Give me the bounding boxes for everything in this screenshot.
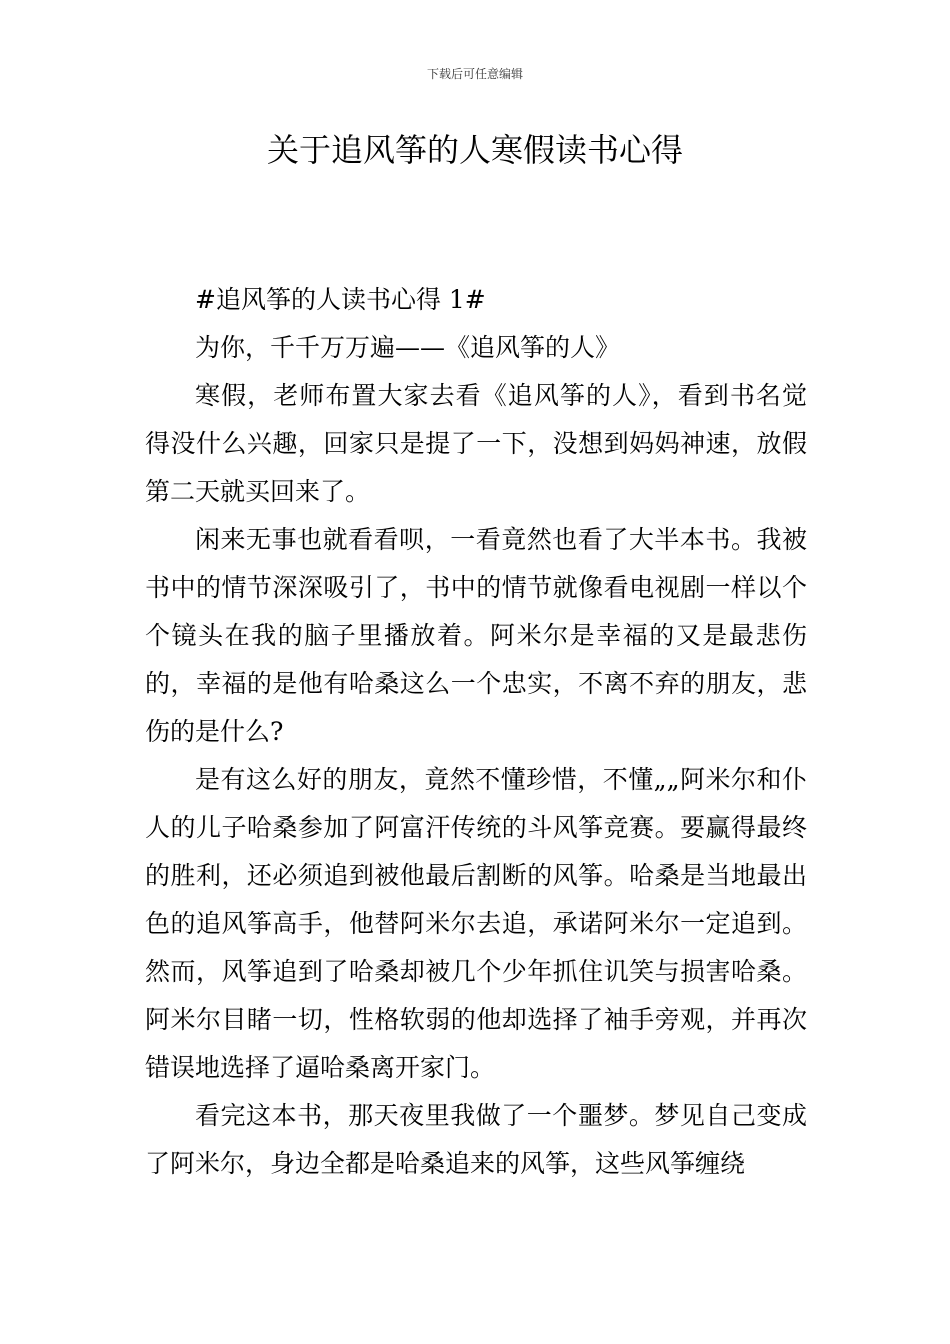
document-body <box>145 276 807 1188</box>
body-paragraph: 闲来无事也就看看呗，一看竟然也看了大半本书。我被书中的情节深深吸引了，书中的情节就像看电视剧一样以个个镜头在我的脑子里播放着。阿米尔是幸福的又是最悲伤的，幸福的是他有哈桑这么一个忠实，不离不弃的朋友，悲伤的是什么? <box>145 525 807 746</box>
body-paragraph: 是有这么好的朋友，竟然不懂珍惜，不懂„„阿米尔和仆人的儿子哈桑参加了阿富汗传统的斗风筝竞赛。要赢得最终的胜利，还必须追到被他最后割断的风筝。哈桑是当地最出色的追风筝高手，他替阿米尔去追，承诺阿米尔一定追到。然而，风筝追到了哈桑却被几个少年抓住讥笑与损害哈桑。阿米尔目睹一切，性格软弱的他却选择了袖手旁观，并再次错误地选择了逼哈桑离开家门。 <box>145 765 807 1082</box>
document-title: 关于追风筝的人寒假读书心得 <box>266 131 683 169</box>
header-note: 下载后可任意编辑 <box>426 67 523 81</box>
section-heading: #追风筝的人读书心得 1# <box>195 285 486 314</box>
essay-subtitle: 为你，千千万万遍——《追风筝的人》 <box>195 333 621 362</box>
body-paragraph: 寒假，老师布置大家去看《追风筝的人》，看到书名觉得没什么兴趣，回家只是提了一下，没想到妈妈神速，放假第二天就买回来了。 <box>145 381 807 506</box>
body-paragraph: 看完这本书，那天夜里我做了一个噩梦。梦见自己变成了阿米尔，身边全都是哈桑追来的风筝，这些风筝缠绕 <box>145 1101 807 1178</box>
